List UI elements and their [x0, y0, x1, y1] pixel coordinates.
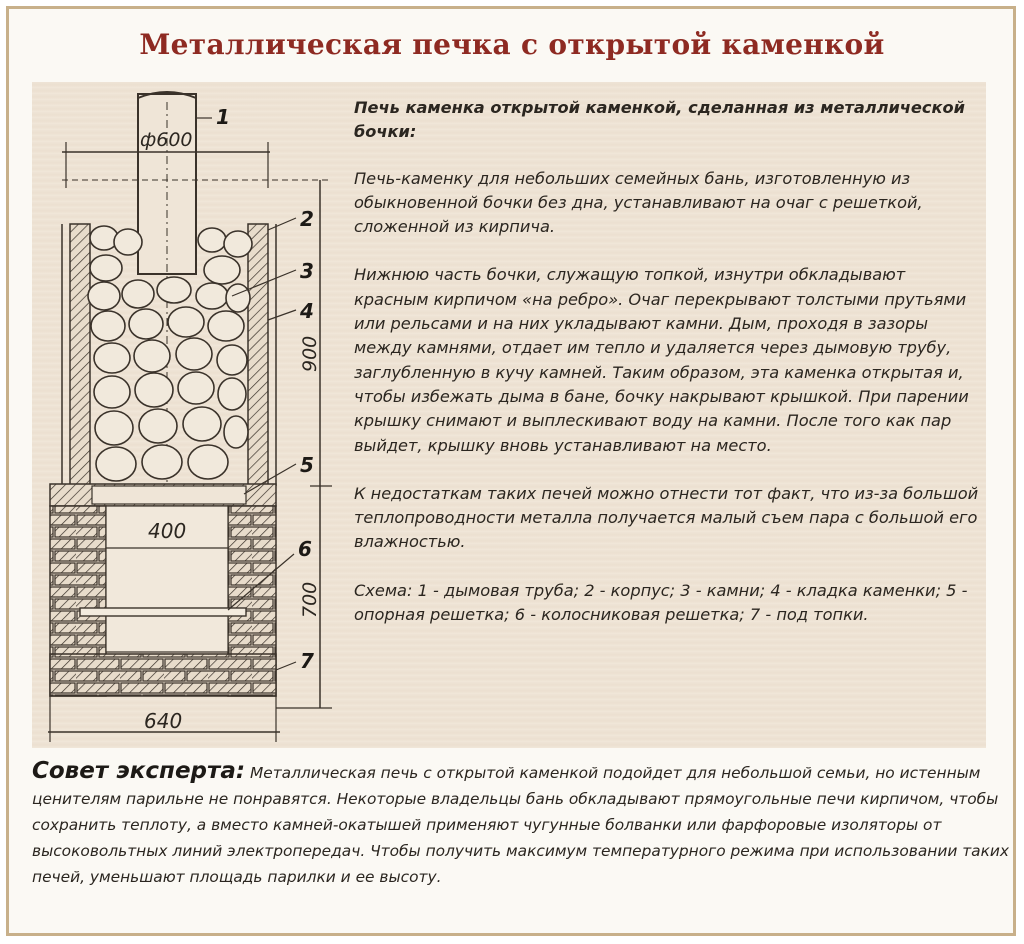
- support-grate: [50, 484, 276, 506]
- brick-hearth: [50, 506, 276, 696]
- description-legend: Схема: 1 - дымовая труба; 2 - корпус; 3 - камни; 4 - кладка каменки; 5 - опорная решетка; 6 - колосниковая решетка; 7 - под топки.: [354, 580, 968, 625]
- base-width-dimension: [48, 696, 280, 742]
- description-heading: Печь каменка открытой каменкой, сделанная из металлической бочки:: [354, 98, 965, 142]
- page-title: Металлическая печка с открытой каменкой: [139, 28, 885, 61]
- callout-4: 4: [300, 299, 314, 323]
- expert-advice: [32, 758, 1012, 890]
- callout-7: 7: [300, 649, 314, 673]
- description: [354, 96, 984, 651]
- base-width-label: 640: [144, 709, 183, 733]
- expert-advice-text: Металлическая печь с открытой каменкой подойдет для небольшой семьи, но истенным ценителям парильне не понравятся. Некоторые владельцы бань обкладывают прямоугольные печи кирпичом, чтобы сохранить теплоту, а вместо камней-окатышей применяют чугунные болванки или фарфоровые изоляторы от высоковольтных линий электропередач. Чтобы получить максимум температурного режима при использовании таких печей, уменьшают площадь парилки и ее высоту.: [32, 764, 1010, 886]
- description-paragraph-2: Нижнюю часть бочки, служащую топкой, изнутри обкладывают красным кирпичом «на ребро». Очаг перекрывают толстыми прутьями или рельсами и на них укладывают камни. Дым, проходя в зазоры между камнями, отдает им тепло и удаляется через дымовую трубу, заглубленную в кучу камней. Таким образом, эта каменка открытая и, чтобы избежать дыма в бане, бочку накрывают крышкой. При парении крышку снимают и выплескивают воду на камни. После того как пар выйдет, крышку вновь устанавливают на место.: [354, 265, 969, 455]
- inner-width-label: 400: [148, 519, 187, 543]
- description-paragraph-1: Печь-каменку для небольших семейных бань, изготовленную из обыкновенной бочки без дна, устанавливают на очаг с решеткой, сложенной из кирпича.: [354, 168, 923, 237]
- stove-diagram: [32, 82, 352, 748]
- callout-6: 6: [298, 537, 312, 561]
- grate-bars: [80, 608, 246, 616]
- expert-advice-title: Совет эксперта:: [32, 758, 246, 784]
- pipe-diameter-label: ф600: [140, 129, 193, 151]
- callout-3: 3: [300, 259, 314, 283]
- upper-height-label: 900: [299, 335, 321, 372]
- callout-5: 5: [300, 453, 314, 477]
- callout-1: 1: [216, 105, 230, 129]
- lower-height-label: 700: [299, 581, 321, 618]
- description-paragraph-3: К недостаткам таких печей можно отнести тот факт, что из-за большой теплопроводности металла получается малый съем пара с большой его влажностью.: [354, 483, 979, 552]
- callout-2: 2: [300, 207, 314, 231]
